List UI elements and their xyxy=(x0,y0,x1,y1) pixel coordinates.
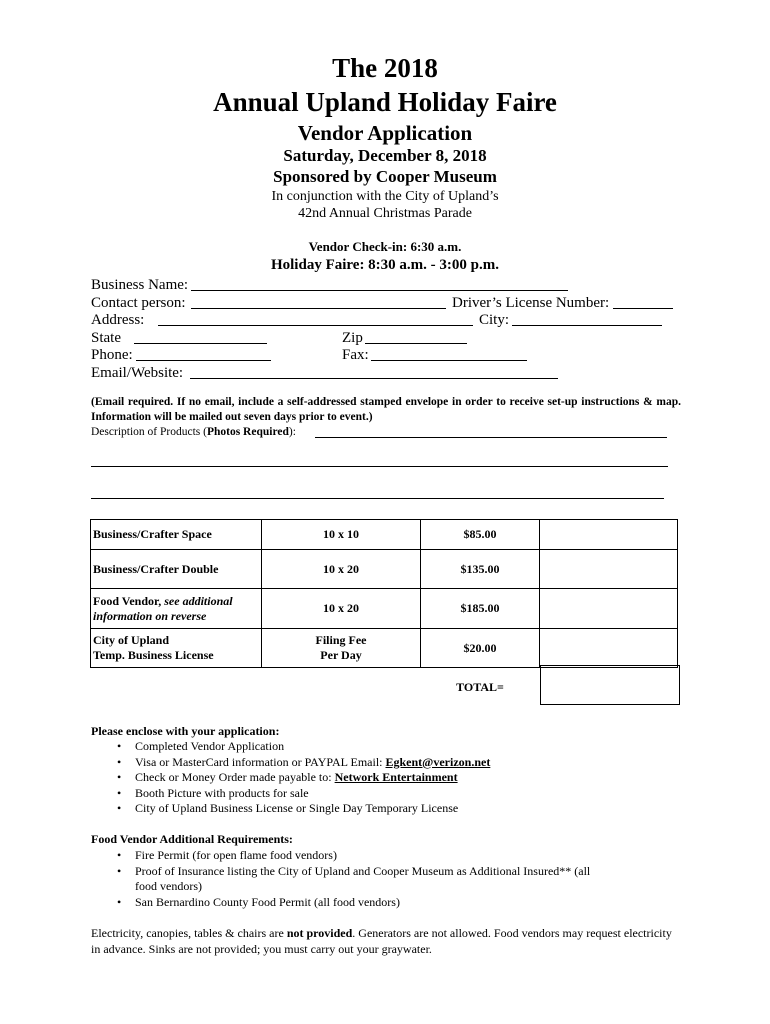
zip-label: Zip xyxy=(342,330,363,346)
list-item: • Check or Money Order made payable to: Network Entertainment xyxy=(117,770,458,784)
license-line-2: Temp. Business License xyxy=(93,648,214,662)
list-item: • Fire Permit (for open flame food vendors) xyxy=(117,848,337,862)
fax-label: Fax: xyxy=(342,347,369,363)
address-field[interactable] xyxy=(158,325,473,326)
space-type xyxy=(91,629,262,668)
contact-person-field[interactable] xyxy=(191,308,446,309)
event-date: Saturday, December 8, 2018 xyxy=(283,146,487,165)
bullet-icon: • xyxy=(117,848,122,862)
list-item: • City of Upland Business License or Single Day Temporary License xyxy=(117,801,459,815)
space-price: $185.00 xyxy=(421,589,540,629)
faire-hours: Holiday Faire: 8:30 a.m. - 3:00 p.m. xyxy=(270,257,500,273)
drivers-license-label: Driver’s License Number: xyxy=(452,295,610,311)
space-price: $85.00 xyxy=(421,520,540,550)
payee-name: Network Entertainment xyxy=(334,770,458,784)
state-label: State xyxy=(91,330,121,346)
conjunction-line-1: In conjunction with the City of Upland’s xyxy=(271,189,499,204)
space-type: Business/Crafter Double xyxy=(91,550,262,589)
space-quantity-cell[interactable] xyxy=(540,629,678,668)
email-website-label: Email/Website: xyxy=(91,365,184,381)
filing-fee-line-1: Filing Fee xyxy=(315,633,367,647)
space-size: 10 x 20 xyxy=(262,589,421,629)
space-size: 10 x 10 xyxy=(262,520,421,550)
table-row xyxy=(91,550,678,589)
photos-required: Photos Required xyxy=(206,426,289,438)
bullet-icon: • xyxy=(117,785,122,800)
vendor-checkin: Vendor Check-in: 6:30 a.m. xyxy=(308,239,462,254)
list-item: • Booth Picture with products for sale xyxy=(117,785,309,800)
phone-field[interactable] xyxy=(136,360,271,361)
space-price: $135.00 xyxy=(421,550,540,589)
description-suffix: ): xyxy=(288,426,296,438)
email-notice: (Email required. If no email, include a self-addressed stamped envelope in order to receive set-up instructions & map. Information will be mailed out seven days prior to event.) xyxy=(91,396,681,423)
license-line-1: City of Upland xyxy=(93,633,170,647)
bullet-icon: • xyxy=(117,739,122,753)
title-year: The 2018 xyxy=(332,53,438,83)
state-field[interactable] xyxy=(134,343,267,344)
paypal-email-link[interactable]: Egkent@verizon.net xyxy=(385,754,491,769)
bullet-icon: • xyxy=(117,801,122,815)
fax-field[interactable] xyxy=(371,360,527,361)
food-requirements-heading: Food Vendor Additional Requirements: xyxy=(91,832,293,846)
table-row xyxy=(91,520,678,550)
list-item: • San Bernardino County Food Permit (all food vendors) xyxy=(117,894,400,909)
space-price: $20.00 xyxy=(421,629,540,668)
total-field[interactable] xyxy=(540,665,680,705)
description-prefix: Description of Products ( xyxy=(91,426,207,438)
bullet-icon: • xyxy=(117,894,122,909)
space-quantity-cell[interactable] xyxy=(540,589,678,629)
contact-person-label: Contact person: xyxy=(91,295,186,311)
table-row xyxy=(91,589,678,629)
table-row xyxy=(91,629,678,668)
enclose-heading: Please enclose with your application: xyxy=(91,724,280,738)
event-sponsor: Sponsored by Cooper Museum xyxy=(273,167,497,186)
list-item: • Visa or MasterCard information or PAYPAL Email: Egkent@verizon.net xyxy=(117,754,491,769)
description-field-1[interactable] xyxy=(315,437,667,438)
business-name-label: Business Name: xyxy=(91,277,189,293)
zip-field[interactable] xyxy=(365,343,467,344)
space-quantity-cell[interactable] xyxy=(540,550,678,589)
bullet-icon: • xyxy=(117,754,122,769)
total-label: TOTAL= xyxy=(456,680,504,694)
footer-note: Electricity, canopies, tables & chairs are not provided. Generators are not allowed. Food vendors may request electricity in advance. Sinks are not provided; you must carry out your graywater. xyxy=(91,926,672,956)
enclose-list xyxy=(117,739,677,817)
list-item: • Completed Vendor Application xyxy=(117,739,285,753)
list-item: • Proof of Insurance listing the City of Upland and Cooper Museum as Additional Insured** (all food vendors) xyxy=(117,863,591,893)
business-name-field[interactable] xyxy=(191,290,568,291)
city-label: City: xyxy=(479,312,510,328)
filing-fee-line-2: Per Day xyxy=(320,648,362,662)
email-website-field[interactable] xyxy=(190,378,558,379)
description-field-3[interactable] xyxy=(91,498,664,499)
space-type: Business/Crafter Space xyxy=(91,520,262,550)
not-provided: not provided xyxy=(286,926,353,940)
fees-table xyxy=(90,519,678,668)
food-requirements-list xyxy=(117,848,597,910)
drivers-license-field[interactable] xyxy=(613,308,673,309)
space-type xyxy=(91,589,262,629)
space-size: 10 x 20 xyxy=(262,550,421,589)
page-title: Annual Upland Holiday Faire xyxy=(213,87,557,117)
bullet-icon: • xyxy=(117,863,122,878)
food-vendor-note: see additional information on reverse xyxy=(93,593,233,623)
page-subtitle: Vendor Application xyxy=(297,121,473,145)
address-label: Address: xyxy=(91,312,145,328)
description-label xyxy=(91,425,296,440)
city-field[interactable] xyxy=(512,325,662,326)
bullet-icon: • xyxy=(117,770,122,784)
phone-label: Phone: xyxy=(91,347,133,363)
space-quantity-cell[interactable] xyxy=(540,520,678,550)
food-vendor-label: Food Vendor, xyxy=(93,593,162,608)
space-size xyxy=(262,629,421,668)
conjunction-line-2: 42nd Annual Christmas Parade xyxy=(298,206,472,221)
description-field-2[interactable] xyxy=(91,466,668,467)
